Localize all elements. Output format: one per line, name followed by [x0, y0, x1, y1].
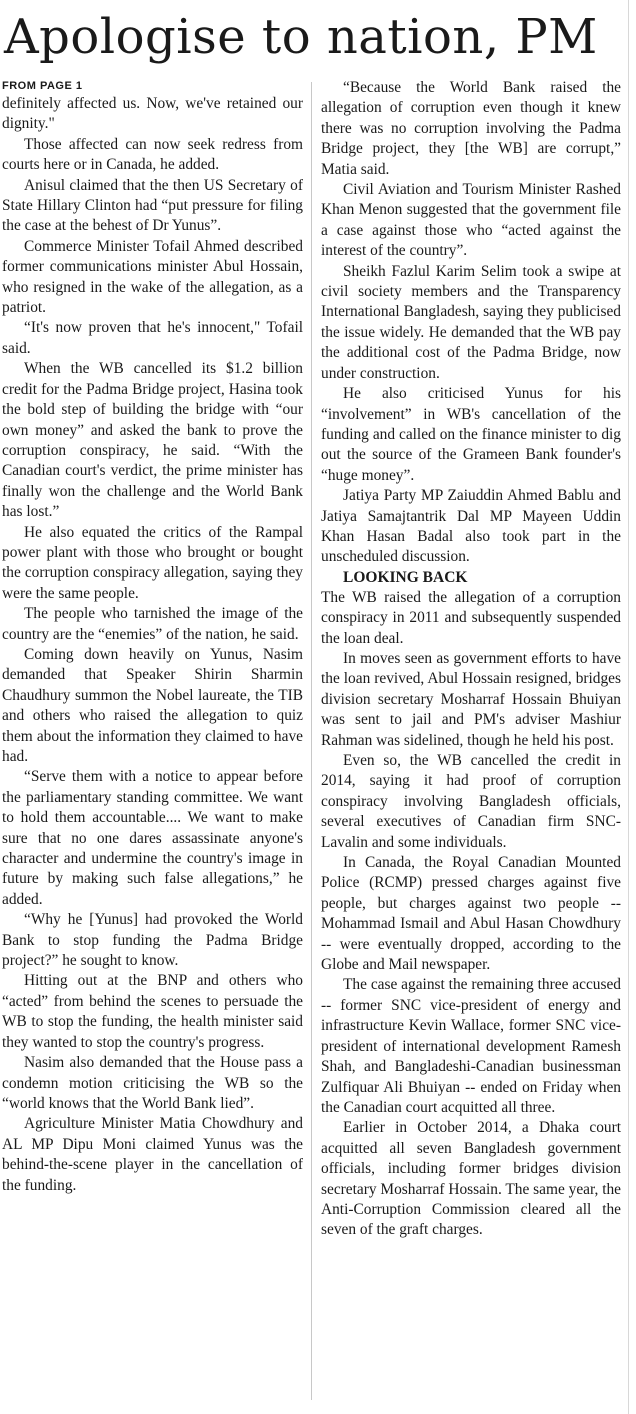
article-paragraph: Agriculture Minister Matia Chowdhury and AL MP Dipu Moni claimed Yunus was the behind-the-scene player in the cancellation of the funding. [2, 1115, 303, 1194]
headline: Apologise to nation, PM [4, 9, 598, 65]
article-paragraph: “Because the World Bank raised the allegation of corruption even though it knew there was no corruption involving the Padma Bridge project, they [the WB] are corrupt,” Matia said. [321, 79, 621, 178]
right-column [321, 78, 621, 1241]
article-paragraph: Those affected can now seek redress from courts here or in Canada, he added. [2, 135, 303, 174]
article-paragraph: Anisul claimed that the then US Secretary of State Hillary Clinton had “put pressure for filing the case at the behest of Dr Yunus”. [2, 176, 303, 235]
article-paragraph: Jatiya Party MP Zaiuddin Ahmed Bablu and Jatiya Samajtantrik Dal MP Mayeen Uddin Khan Hasan Badal also took part in the unscheduled discussion. [321, 487, 621, 566]
article-paragraph: When the WB cancelled its $1.2 billion credit for the Padma Bridge project, Hasina took the bold step of building the bridge with “our own money” and asked the bank to prove the corruption conspiracy, he said. “With the Canadian court's verdict, the prime minister has finally won the challenge and the World Bank has lost.” [2, 360, 303, 521]
article-paragraph: He also equated the critics of the Rampal power plant with those who brought or bought the corruption conspiracy allegation, saying they were the same people. [2, 523, 303, 602]
section-subhead: LOOKING BACK [343, 568, 468, 586]
article-paragraph: “Serve them with a notice to appear before the parliamentary standing committee. We want to hold them accountable.... We want to make sure that no one dares assassinate anyone's character and undermine the country's image in future by making such false allegations,” he added. [2, 768, 303, 908]
article-paragraph: He also criticised Yunus for his “involvement” in WB's cancellation of the funding and called on the finance minister to dig out the source of the Grameen Bank founder's “huge money”. [321, 385, 621, 484]
article-paragraph: In moves seen as government efforts to have the loan revived, Abul Hossain resigned, bridges division secretary Mosharraf Hossain Bhuiyan was sent to jail and PM's adviser Mashiur Rahman was sidelined, though he held his post. [321, 649, 621, 749]
column-divider [311, 82, 312, 1400]
article-paragraph: The people who tarnished the image of the country are the “enemies” of the nation, he said. [2, 605, 303, 643]
left-column [2, 78, 303, 1196]
article-paragraph: Hitting out at the BNP and others who “acted” from behind the scenes to persuade the WB to stop the funding, the health minister said they wanted to stop the country's progress. [2, 972, 303, 1051]
page-edge-rule [628, 0, 629, 1414]
article-paragraph: Civil Aviation and Tourism Minister Rashed Khan Menon suggested that the government file a case against those who “acted against the interest of the country”. [321, 181, 621, 260]
article-paragraph: Earlier in October 2014, a Dhaka court acquitted all seven Bangladesh government officials, including former bridges division secretary Mosharraf Hossain. The same year, the Anti-Corruption Commission cleared all the seven of the graft charges. [321, 1119, 621, 1239]
article-paragraph: Even so, the WB cancelled the credit in 2014, saying it had proof of corruption conspiracy involving Bangladesh officials, several executives of Canadian firm SNC-Lavalin and some individuals. [321, 752, 621, 851]
article-paragraph: Sheikh Fazlul Karim Selim took a swipe at civil society members and the Transparency International Bangladesh, saying they publicised the issue widely. He demanded that the WB pay the additional cost of the Padma Bridge, now under construction. [321, 262, 621, 382]
article-paragraph: “Why he [Yunus] had provoked the World Bank to stop funding the Padma Bridge project?” he sought to know. [2, 911, 303, 970]
article-paragraph: definitely affected us. Now, we've retained our dignity." [2, 95, 303, 133]
article-paragraph: Commerce Minister Tofail Ahmed described former communications minister Abul Hossain, who resigned in the wake of the allegation, as a patriot. [2, 237, 303, 317]
article-paragraph: In Canada, the Royal Canadian Mounted Police (RCMP) pressed charges against five people, but charges against two people -- Mohammad Ismail and Abul Hasan Chowdhury -- were eventually dropped, according to the Globe and Mail newspaper. [321, 854, 621, 974]
article-paragraph: Nasim also demanded that the House pass a condemn motion criticising the WB so the “world knows that the World Bank lied”. [2, 1054, 303, 1112]
article-paragraph: “It's now proven that he's innocent," Tofail said. [2, 319, 303, 357]
article-paragraph: The case against the remaining three accused -- former SNC vice-president of energy and infrastructure Kevin Wallace, former SNC vice-president of international development Ramesh Shah, and Bangladeshi-Canadian businessman Zulfiquar Ali Bhuiyan -- ended on Friday when the Canadian court acquitted all three. [321, 976, 621, 1116]
jump-label: FROM PAGE 1 [2, 80, 83, 92]
article-paragraph: Coming down heavily on Yunus, Nasim demanded that Speaker Shirin Sharmin Chaudhury summon the Nobel laureate, the TIB and others who raised the allegation to quiz them about the information they claimed to have had. [2, 645, 303, 765]
article-paragraph: The WB raised the allegation of a corruption conspiracy in 2011 and subsequently suspended the loan deal. [321, 588, 621, 647]
